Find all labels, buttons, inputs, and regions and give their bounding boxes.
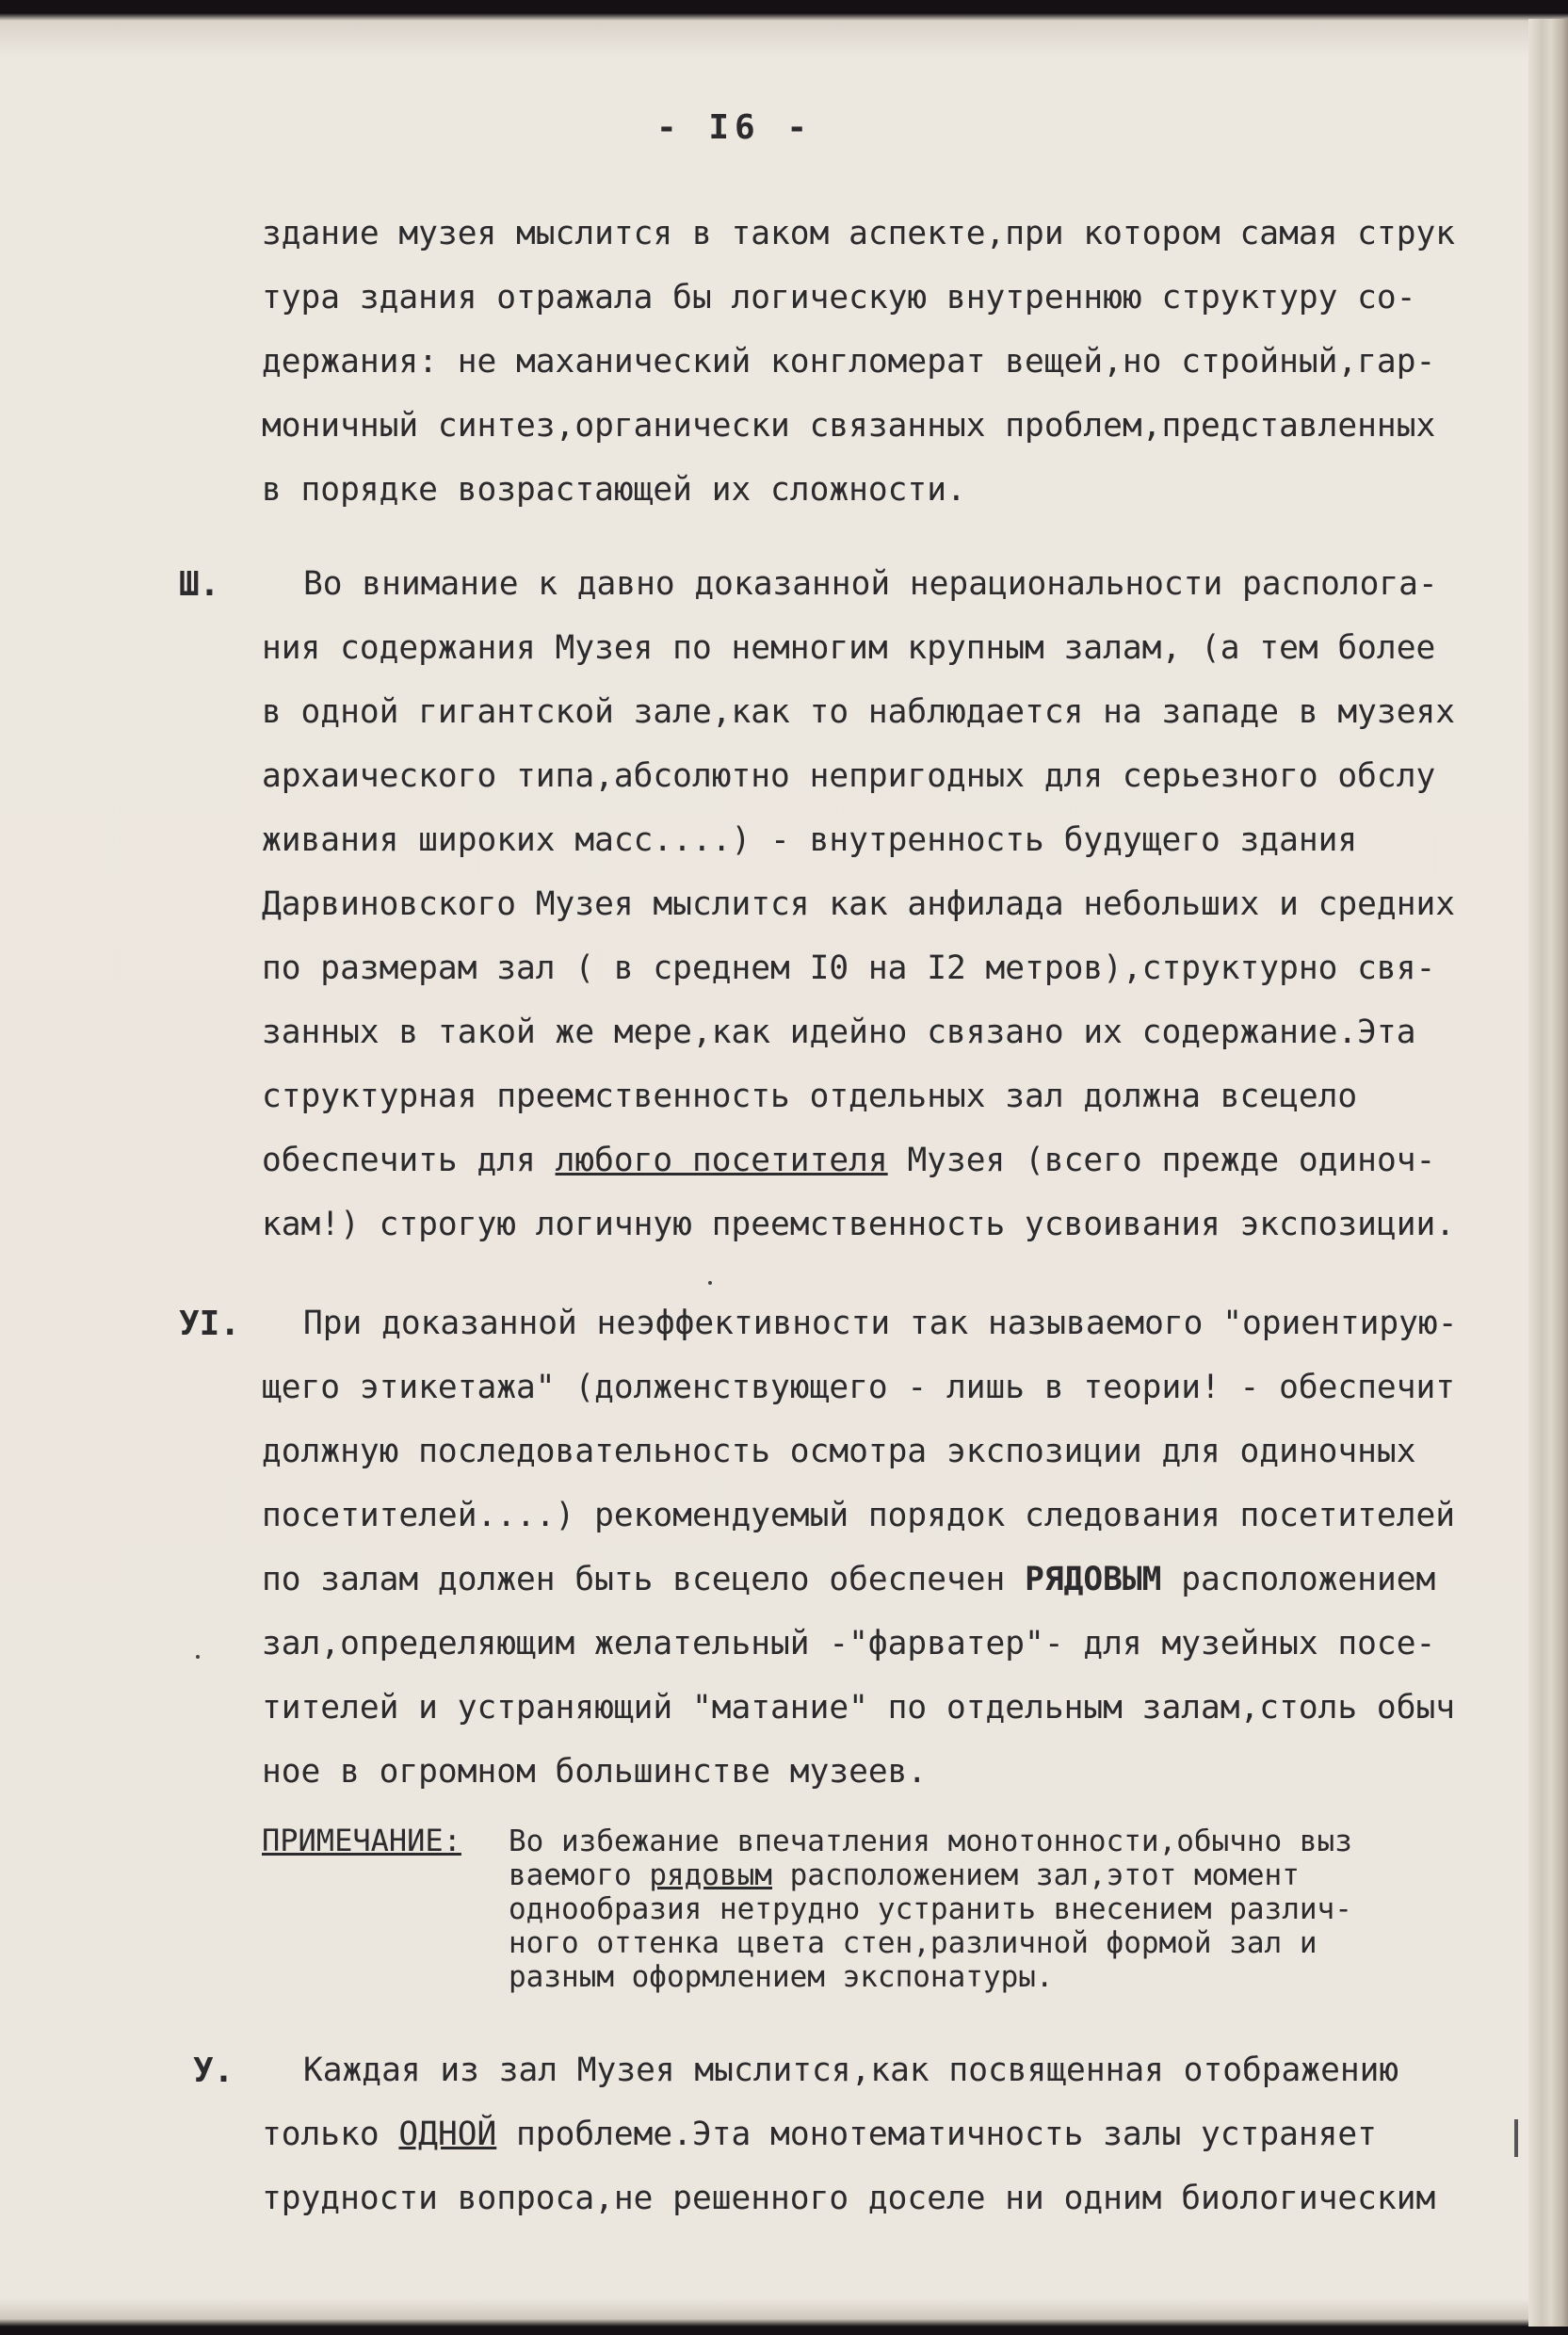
text-line: занных в такой же мере,как идейно связано их содержание.Эта — [262, 1013, 1416, 1051]
text-line: Каждая из зал Музея мыслится,как посвященная отображению — [303, 2051, 1399, 2089]
underlined-emphasis: рядовым — [649, 1858, 772, 1892]
ink-dot — [196, 1655, 200, 1659]
text-line: держания: не маханический конгломерат вещей,но стройный,гар- — [262, 343, 1436, 381]
text-line — [262, 2116, 1377, 2153]
text-segment: обеспечить для — [262, 1142, 556, 1179]
text-segment: расположением зал,этот момент — [771, 1858, 1300, 1892]
text-line: архаического типа,абсолютно непригодных для серьезного обслу — [262, 757, 1436, 795]
section-marker: У. — [193, 2051, 234, 2090]
text-segment: расположением — [1161, 1561, 1436, 1598]
text-line: моничный синтез,органически связанных проблем,представленных — [262, 407, 1436, 445]
text-line: При доказанной неэффективности так называемого "ориентирую- — [303, 1305, 1458, 1342]
text-segment: ваемого — [509, 1858, 650, 1892]
text-segment: только — [262, 2116, 399, 2153]
text-line: структурная преемственность отдельных зал должна всецело — [262, 1078, 1358, 1115]
text-line — [262, 1561, 1435, 1598]
text-line: Дарвиновского Музея мыслится как анфилада небольших и средних — [262, 885, 1456, 923]
text-line: в порядке возрастающей их сложности. — [262, 471, 966, 509]
text-line: ное в огромном большинстве музеев. — [262, 1753, 928, 1791]
margin-mark — [1514, 2119, 1518, 2157]
text-line: живания широких масс....) - внутренность будущего здания — [262, 821, 1358, 859]
text-segment: Музея (всего прежде одиноч- — [887, 1142, 1436, 1179]
note-label: ПРИМЕЧАНИЕ: — [262, 1823, 461, 1858]
text-line: по размерам зал ( в среднем I0 на I2 метров),структурно свя- — [262, 949, 1436, 987]
underlined-emphasis: любого посетителя — [555, 1142, 888, 1179]
section-marker: Ш. — [179, 565, 220, 604]
text-line: ния содержания Музея по немногим крупным залам, (а тем более — [262, 629, 1436, 667]
text-segment: проблеме.Эта монотематичность залы устраняет — [496, 2116, 1377, 2153]
text-line: кам!) строгую логичную преемственность усвоивания экспозиции. — [262, 1206, 1456, 1243]
section-marker: УI. — [179, 1305, 241, 1343]
note-line — [509, 1858, 1300, 1892]
text-line: Во внимание к давно доказанной нерациональности распологa- — [303, 565, 1438, 603]
underlined-emphasis: ОДНОЙ — [398, 2116, 497, 2153]
note-line: Во избежание впечатления монотонности,обычно выз — [509, 1824, 1352, 1858]
text-line: посетителей....) рекомендуемый порядок следования посетителей — [262, 1497, 1456, 1534]
bold-emphasis: РЯДОВЫМ — [1025, 1561, 1162, 1598]
ink-dot — [708, 1281, 712, 1285]
text-line: здание музея мыслится в таком аспекте,при котором самая струк — [262, 215, 1456, 252]
text-line: зал,определяющим желательный -"фарватер"- для музейных посе- — [262, 1625, 1436, 1662]
text-line: в одной гигантской зале,как то наблюдается на западе в музеях — [262, 693, 1456, 731]
text-line: щего этикетажа" (долженствующего - лишь в теории! - обеспечит — [262, 1369, 1456, 1406]
note-line: однообразия нетрудно устранить внесением различ- — [509, 1892, 1352, 1926]
note-line: разным оформлением экспонатуры. — [509, 1960, 1054, 1994]
page-edge — [1528, 19, 1568, 2327]
page-number: - I6 - — [655, 108, 814, 147]
text-line: тура здания отражала бы логическую внутреннюю структуру со- — [262, 279, 1416, 316]
text-segment: по залам должен быть всецело обеспечен — [262, 1561, 1026, 1598]
text-line: трудности вопроса,не решенного доселе ни одним биологическим — [262, 2180, 1436, 2217]
text-line: должную последовательность осмотра экспозиции для одиночных — [262, 1433, 1416, 1470]
text-line — [262, 1142, 1435, 1179]
note-line: ного оттенка цвета стен,различной формой зал и — [509, 1926, 1317, 1960]
text-line: тителей и устраняющий "матание" по отдельным залам,столь обыч — [262, 1689, 1456, 1727]
